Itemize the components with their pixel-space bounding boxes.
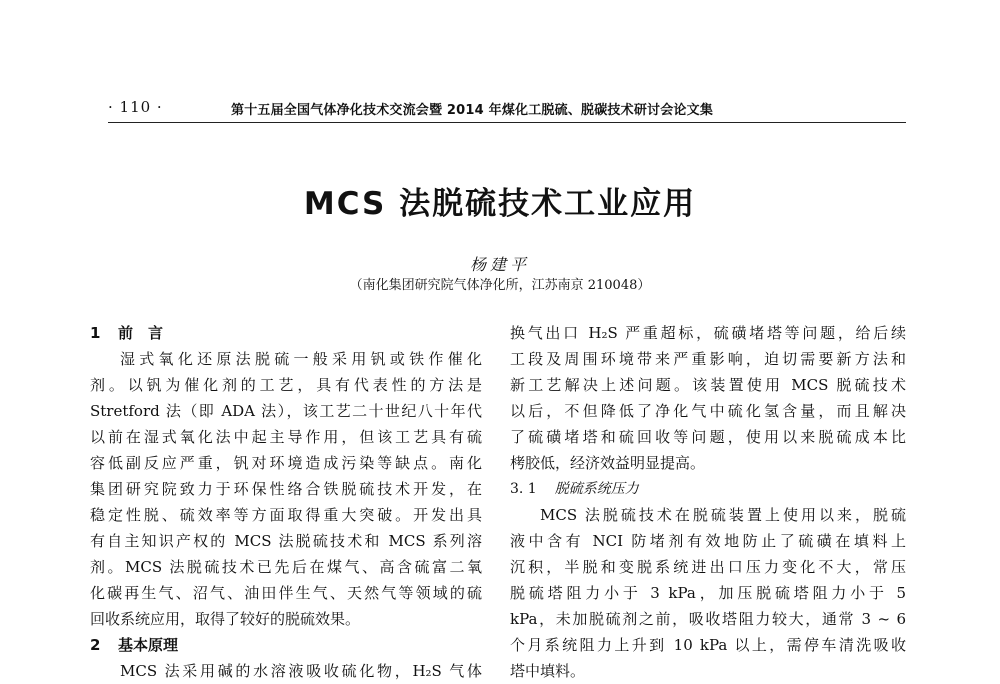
text-line: 沉积，半脱和变脱系统进出口压力变化不大，常压 bbox=[510, 558, 906, 576]
text-line: 回收系统应用，取得了较好的脱硫效果。 bbox=[90, 610, 361, 628]
author-affiliation: （南化集团研究院气体净化所，江苏南京 210048） bbox=[349, 278, 651, 293]
section-2-title: 基本原理 bbox=[118, 636, 179, 654]
text-line: 稳定性脱、硫效率等方面取得重大突破。开发出具 bbox=[90, 506, 482, 524]
section-1-heading bbox=[90, 320, 482, 346]
text-line: 新工艺解决上述问题。该装置使用 MCS 脱硫技术 bbox=[510, 376, 906, 394]
section-2-heading bbox=[90, 632, 482, 658]
text-line: 湿式氧化还原法脱硫一般采用钒或铁作催化 bbox=[120, 350, 482, 368]
text-line: 以前在湿式氧化法中起主导作用，但该工艺具有硫 bbox=[90, 428, 482, 446]
paper-title: MCS 法脱硫技术工业应用 bbox=[303, 186, 697, 222]
journal-title: 第十五届全国气体净化技术交流会暨 2014 年煤化工脱硫、脱碳技术研讨会论文集 bbox=[231, 103, 714, 118]
subsection-3-1-title: 脱硫系统压力 bbox=[554, 481, 639, 497]
text-line: 剂。MCS 法脱硫技术已先后在煤气、高含硫富二氧 bbox=[90, 558, 482, 576]
text-line: 容低副反应严重，钒对环境造成污染等缺点。南化 bbox=[90, 454, 482, 472]
text-line: 脱硫塔阻力小于 3 kPa，加压脱硫塔阻力小于 5 bbox=[510, 584, 906, 602]
section-2-number: 2 bbox=[90, 636, 101, 654]
running-header bbox=[108, 96, 906, 123]
text-line: 有自主知识产权的 MCS 法脱硫技术和 MCS 系列溶 bbox=[90, 532, 482, 550]
text-line: 液中含有 NCI 防堵剂有效地防止了硫磺在填料上 bbox=[510, 532, 906, 550]
left-column bbox=[90, 320, 482, 684]
text-line: 剂。以钒为催化剂的工艺，具有代表性的方法是 bbox=[90, 376, 482, 394]
text-line: 个月系统阻力上升到 10 kPa 以上，需停车清洗吸收 bbox=[510, 636, 906, 654]
text-line: 以后，不但降低了净化气中硫化氢含量，而且解决 bbox=[510, 402, 906, 420]
text-line: 集团研究院致力于环保性络合铁脱硫技术开发，在 bbox=[90, 480, 482, 498]
section-1-title: 前 言 bbox=[118, 324, 164, 342]
text-line: kPa，未加脱硫剂之前，吸收塔阻力较大，通常 3 ~ 6 bbox=[510, 610, 906, 628]
page-number: · 110 · bbox=[108, 98, 163, 116]
author-name: 杨建平 bbox=[469, 255, 530, 274]
text-line: MCS 法采用碱的水溶液吸收硫化物，H₂S 气体 bbox=[120, 662, 482, 680]
text-line: 塔中填料。 bbox=[510, 662, 586, 680]
text-line: 工段及周围环境带来严重影响，迫切需要新方法和 bbox=[510, 350, 906, 368]
text-line: 了硫磺堵塔和硫回收等问题，使用以来脱硫成本比 bbox=[510, 428, 906, 446]
text-line: 化碳再生气、沼气、油田伴生气、天然气等领域的硫 bbox=[90, 584, 482, 602]
subsection-3-1-number: 3. 1 bbox=[510, 481, 537, 497]
text-line: 换气出口 H₂S 严重超标，硫磺堵塔等问题，给后续 bbox=[510, 324, 906, 342]
text-line: Stretford 法（即 ADA 法），该工艺二十世纪八十年代 bbox=[90, 402, 482, 420]
text-line: MCS 法脱硫技术在脱硫装置上使用以来，脱硫 bbox=[540, 506, 906, 524]
text-line: 栲胶低，经济效益明显提高。 bbox=[510, 454, 706, 472]
subsection-3-1-heading bbox=[510, 476, 906, 502]
right-column bbox=[510, 320, 906, 684]
section-1-number: 1 bbox=[90, 324, 101, 342]
